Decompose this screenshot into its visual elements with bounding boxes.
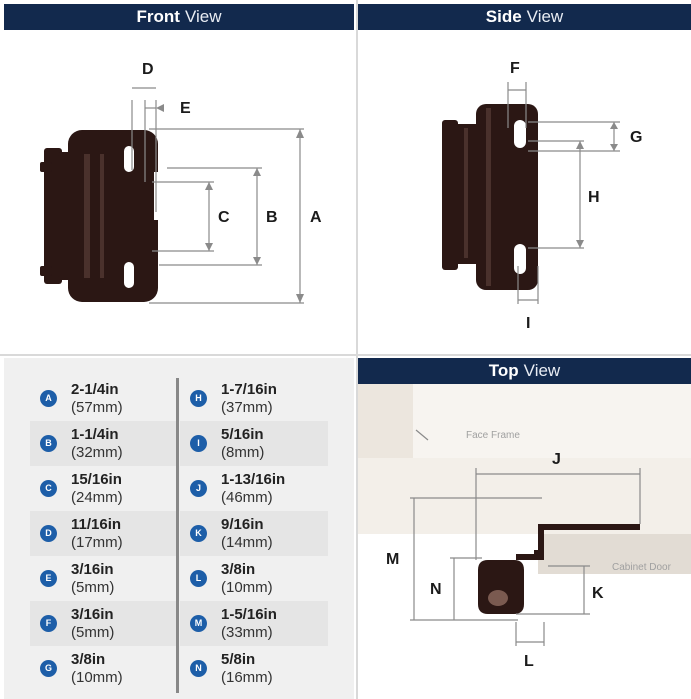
label-N: N bbox=[430, 581, 442, 598]
spec-badge: C bbox=[40, 480, 57, 497]
spec-row-g bbox=[30, 646, 178, 691]
top-view-panel bbox=[358, 358, 691, 699]
spec-row-k bbox=[180, 511, 328, 556]
spec-metric: (46mm) bbox=[221, 488, 273, 506]
spec-value bbox=[71, 561, 114, 597]
spec-value bbox=[221, 606, 277, 642]
label-C: C bbox=[218, 209, 230, 226]
spec-metric: (5mm) bbox=[71, 623, 115, 641]
spec-value bbox=[71, 516, 123, 552]
spec-metric: (14mm) bbox=[221, 533, 273, 551]
front-hinge bbox=[40, 130, 158, 302]
label-L: L bbox=[524, 653, 534, 670]
spec-row-h bbox=[180, 376, 328, 421]
spec-imperial: 1-1/4in bbox=[71, 425, 119, 443]
spec-column-left bbox=[30, 376, 178, 691]
spec-badge: I bbox=[190, 435, 207, 452]
spec-imperial: 15/16in bbox=[71, 470, 122, 488]
spec-imperial: 3/16in bbox=[71, 560, 114, 578]
spec-badge: H bbox=[190, 390, 207, 407]
spec-row-l bbox=[180, 556, 328, 601]
spec-metric: (16mm) bbox=[221, 668, 273, 686]
spec-metric: (10mm) bbox=[221, 578, 273, 596]
spec-imperial: 3/16in bbox=[71, 605, 114, 623]
spec-badge: E bbox=[40, 570, 57, 587]
spec-badge: M bbox=[190, 615, 207, 632]
spec-badge: A bbox=[40, 390, 57, 407]
spec-value bbox=[71, 606, 114, 642]
spec-metric: (32mm) bbox=[71, 443, 123, 461]
spec-badge: D bbox=[40, 525, 57, 542]
front-view-panel bbox=[4, 4, 354, 354]
spec-badge: B bbox=[40, 435, 57, 452]
side-view-title: Side bbox=[485, 7, 522, 26]
label-M: M bbox=[386, 551, 400, 568]
spec-badge: N bbox=[190, 660, 207, 677]
spec-imperial: 1-7/16in bbox=[221, 380, 277, 398]
label-A: A bbox=[310, 209, 322, 226]
spec-value bbox=[221, 516, 273, 552]
spec-metric: (5mm) bbox=[71, 578, 115, 596]
side-view-subtitle: View bbox=[526, 7, 564, 26]
spec-metric: (37mm) bbox=[221, 398, 273, 416]
spec-row-n bbox=[180, 646, 328, 691]
spec-value bbox=[221, 426, 264, 462]
spec-imperial: 1-5/16in bbox=[221, 605, 277, 623]
label-G: G bbox=[630, 129, 643, 146]
label-E: E bbox=[180, 100, 191, 117]
face-frame-label: Face Frame bbox=[466, 430, 520, 441]
spec-value bbox=[71, 381, 123, 417]
spec-imperial: 3/8in bbox=[221, 560, 256, 578]
spec-metric: (24mm) bbox=[71, 488, 123, 506]
spec-badge: L bbox=[190, 570, 207, 587]
spec-imperial: 9/16in bbox=[221, 515, 264, 533]
top-view-drawing bbox=[358, 358, 691, 699]
spec-imperial: 3/8in bbox=[71, 650, 106, 668]
side-view-drawing bbox=[358, 4, 691, 354]
spec-column-right bbox=[180, 376, 328, 691]
spec-metric: (17mm) bbox=[71, 533, 123, 551]
spec-metric: (8mm) bbox=[221, 443, 265, 461]
top-view-subtitle: View bbox=[523, 361, 561, 380]
spec-row-e bbox=[30, 556, 178, 601]
spec-imperial: 1-13/16in bbox=[221, 470, 286, 488]
front-view-subtitle: View bbox=[184, 7, 222, 26]
spec-badge: K bbox=[190, 525, 207, 542]
spec-value bbox=[71, 471, 123, 507]
spec-row-d bbox=[30, 511, 178, 556]
spec-row-a bbox=[30, 376, 178, 421]
label-B: B bbox=[266, 209, 278, 226]
label-K: K bbox=[592, 585, 604, 602]
spec-imperial: 5/16in bbox=[221, 425, 264, 443]
spec-metric: (33mm) bbox=[221, 623, 273, 641]
spec-badge: G bbox=[40, 660, 57, 677]
table-separator bbox=[176, 378, 179, 693]
label-I: I bbox=[526, 315, 531, 332]
spec-imperial: 5/8in bbox=[221, 650, 256, 668]
label-D: D bbox=[142, 61, 154, 78]
spec-value bbox=[71, 426, 123, 462]
horizontal-divider bbox=[0, 354, 691, 356]
label-H: H bbox=[588, 189, 600, 206]
cabinet-door-label: Cabinet Door bbox=[612, 562, 671, 573]
spec-value bbox=[221, 471, 285, 507]
spec-value bbox=[221, 561, 273, 597]
spec-imperial: 2-1/4in bbox=[71, 380, 119, 398]
front-view-drawing bbox=[4, 4, 354, 354]
spec-row-i bbox=[180, 421, 328, 466]
spec-row-b bbox=[30, 421, 178, 466]
top-view-title: Top bbox=[488, 361, 519, 380]
label-J: J bbox=[552, 451, 561, 468]
spec-metric: (57mm) bbox=[71, 398, 123, 416]
spec-value bbox=[221, 651, 273, 687]
spec-row-j bbox=[180, 466, 328, 511]
spec-badge: F bbox=[40, 615, 57, 632]
spec-metric: (10mm) bbox=[71, 668, 123, 686]
front-view-title: Front bbox=[136, 7, 180, 26]
spec-row-m bbox=[180, 601, 328, 646]
label-F: F bbox=[510, 60, 520, 77]
face-frame-block bbox=[358, 384, 413, 458]
spec-row-c bbox=[30, 466, 178, 511]
side-view-panel bbox=[358, 4, 691, 354]
spec-value bbox=[71, 651, 123, 687]
spec-value bbox=[221, 381, 277, 417]
spec-badge: J bbox=[190, 480, 207, 497]
spec-row-f bbox=[30, 601, 178, 646]
spec-imperial: 11/16in bbox=[71, 515, 122, 533]
